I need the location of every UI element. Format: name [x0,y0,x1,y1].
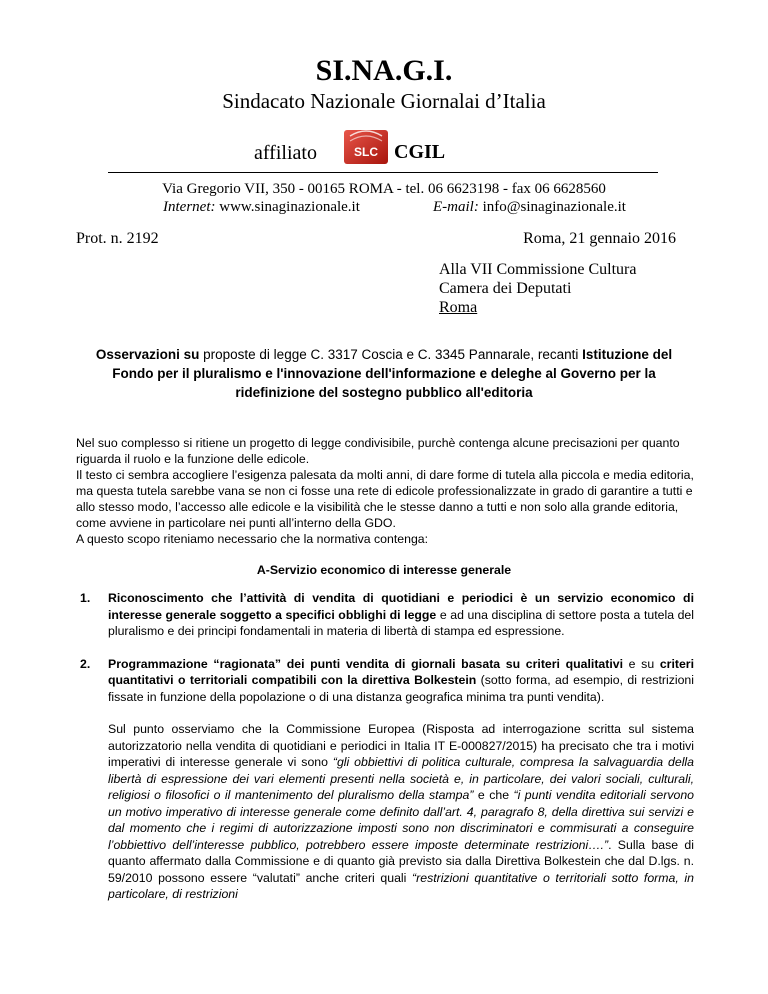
internet-label: Internet: [163,199,216,215]
list-item [80,590,694,640]
cgil-label: CGIL [394,141,446,163]
email-contact [433,198,626,216]
protocol-number: Prot. n. 2192 [76,230,159,247]
email-link[interactable]: info@sinaginazionale.it [482,199,626,215]
address-line: Via Gregorio VII, 350 - 00165 ROMA - tel. 06 6623198 - fax 06 6628560 [162,181,606,197]
list-item-text: (sotto forma, ad esempio, di restrizioni fissate in funzione della popolazione o di una distanza geografica minima tra punti vendita). [108,673,694,704]
recipient-line-1: Alla VII Commissione Cultura [439,261,637,278]
intro-paragraph-2: Il testo ci sembra accogliere l’esigenza palesata da molti anni, di dare forme di tutela alla piccola e media editoria, ma questa tutela sarebbe vana se non ci fosse una rete di edicole professionalizzate in grado di garantire a tutti e allo stesso modo, l’accesso alle edicole e la visibilità che le stesse danno a tutti e non solo alla grande editoria, come avviene in particolare nei punti all’interno della GDO. [76,468,694,530]
list-item-text: e ad una disciplina di settore posta a tutela del pluralismo e dei principi fondamentali in materia di libertà di stampa ed espressione. [108,607,694,638]
recipient-block [439,260,636,317]
detail-text: e che [473,788,514,802]
recipient-line-2: Camera dei Deputati [439,280,572,297]
subject-heading [80,345,688,402]
intro-paragraph-1: Nel suo complesso si ritiene un progetto di legge condivisibile, purchè contenga alcune precisazioni per quanto riguarda il ruolo e la funzione delle edicole. [76,436,680,466]
list-item-bold: criteri quantitativi o territoriali compatibili con la direttiva Bolkestein [108,656,695,687]
detail-quote: “i punti vendita editoriali servono un motivo imperativo di interesse generale come definito dall’art. 4, paragrafo 8, della direttiva sui servizi e dal momento che i regimi di autorizzazione imposti sono non discriminatori e commisurati a conseguire l’obbiettivo dell’interesse pubblico, potrebbero essere imposte determinate restrizioni….” [108,788,695,852]
affiliated-label: affiliato [254,142,317,164]
list-item [80,656,694,706]
intro-paragraph-3: A questo scopo riteniamo necessario che la normativa contenga: [76,532,429,546]
svg-text:SLC: SLC [354,145,378,159]
letter-date: Roma, 21 gennaio 2016 [523,230,676,247]
intro-text [76,435,696,547]
internet-link[interactable]: www.sinaginazionale.it [219,199,360,215]
organization-full-name: Sindacato Nazionale Giornalai d’Italia [222,89,546,113]
slc-cgil-logo-icon [340,128,392,166]
email-label: E-mail: [433,199,479,215]
internet-contact [163,198,360,216]
recipient-line-3: Roma [439,299,478,316]
section-title: A-Servizio economico di interesse generale [256,563,512,577]
header-divider [108,172,658,173]
detail-quote: “gli obbiettivi di politica culturale, compresa la salvaguardia della libertà di espressione dei vari elementi presenti nella società e, in particolare, dei valori sociali, culturali, religiosi o filosofici o il mantenimento del pluralismo della stampa” [108,755,694,802]
subject-part-3: Istituzione del Fondo per il pluralismo e l'innovazione dell'informazione e deleghe al Governo per la ridefinizione del sostegno pubblico all'editoria [112,347,673,400]
list-item-bold: Programmazione “ragionata” dei punti vendita di giornali basata su criteri qualitativi [108,656,624,671]
affiliation-row [0,128,768,170]
list-item-bold: Riconoscimento che l’attività di vendita di quotidiani e periodici è un servizio economico di interesse generale soggetto a specifici obblighi di legge [108,591,694,622]
numbered-list [80,590,694,903]
list-item-number: 1. [80,591,91,605]
subject-part-1: Osservazioni su [95,347,200,362]
list-item-number: 2. [80,656,91,671]
detail-quote: “restrizioni quantitative o territoriali sotto forma, in particolare, di restrizioni [108,870,694,901]
list-item-text: e su [623,656,660,671]
detail-paragraph [80,721,694,903]
organization-name: SI.NA.G.I. [315,54,453,87]
subject-part-2: proposte di legge C. 3317 Coscia e C. 3345 Pannarale, recanti [199,347,583,362]
detail-text: . Sulla base di quanto affermato dalla Commissione e di quanto già previsto sia dalla Direttiva Bolkestein che dal D.lgs. n. 59/2010 possono essere “valutati” anche criteri quali [108,837,695,885]
detail-text: Sul punto osserviamo che la Commissione Europea (Risposta ad interrogazione scritta sul sistema autorizzatorio nella vendita di quotidiani e periodici in Italia IT E-000827/2015) ha precisato che tra i motivi imperativi di interesse generale vi sono [108,722,694,769]
